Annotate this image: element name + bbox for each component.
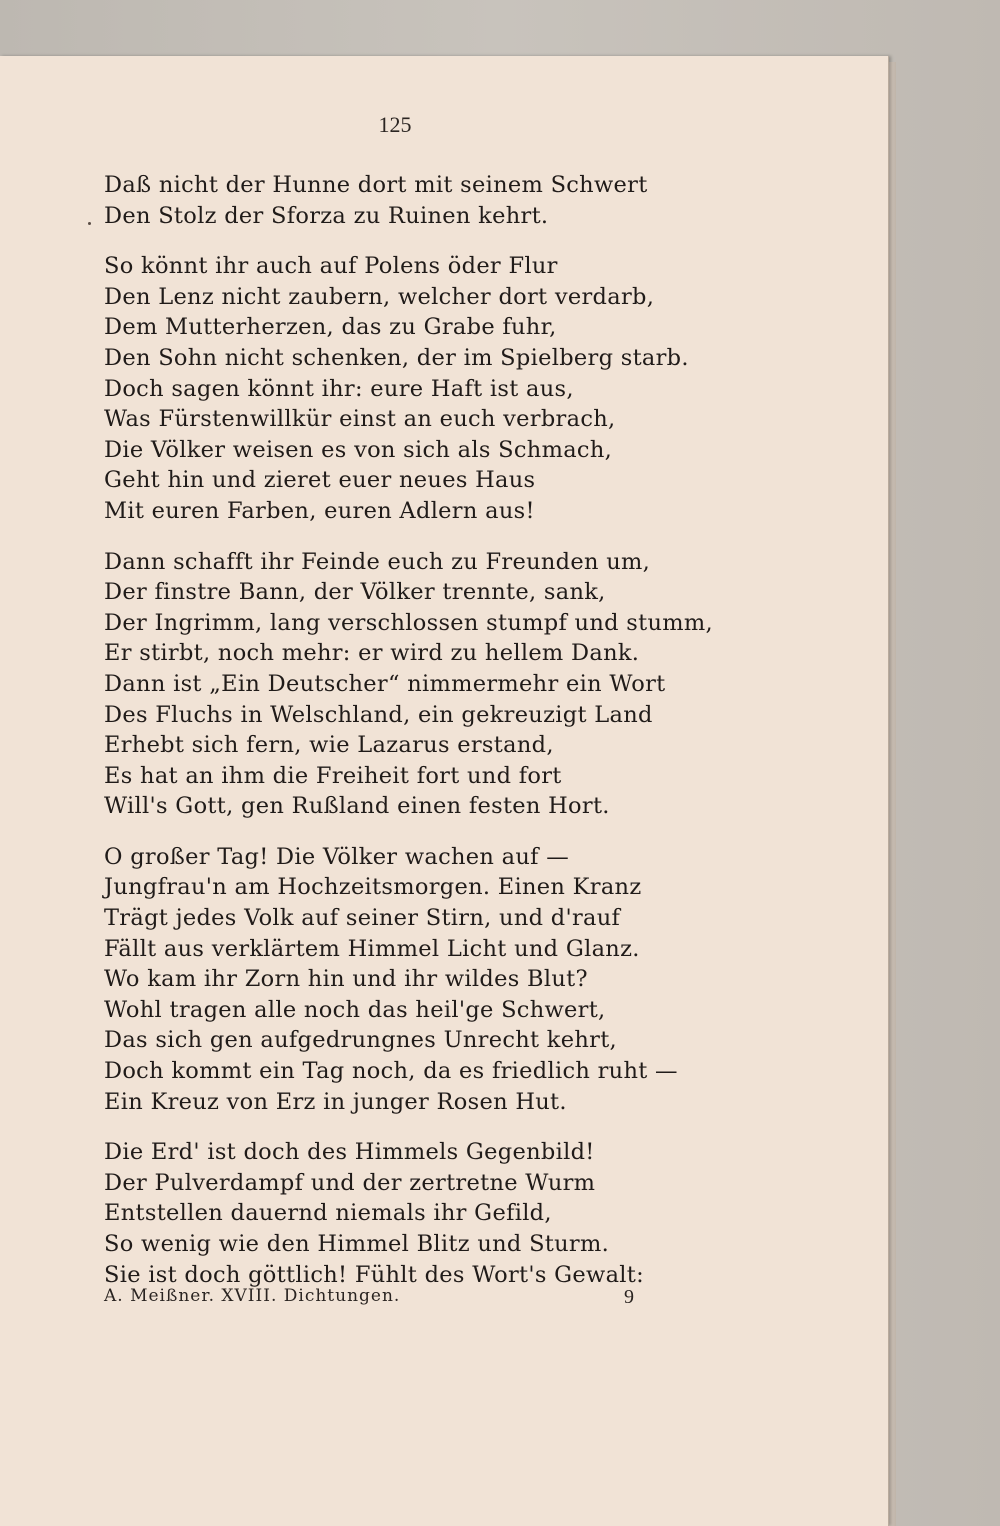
verse-line: Will's Gott, gen Rußland einen festen Hort. <box>104 793 610 820</box>
verse-line: Entstellen dauernd niemals ihr Gefild, <box>104 1200 552 1227</box>
verse-line: So könnt ihr auch auf Polens öder Flur <box>104 253 558 280</box>
verse-line: Den Stolz der Sforza zu Ruinen kehrt. <box>104 202 549 229</box>
verse-line: O großer Tag! Die Völker wachen auf — <box>104 843 570 870</box>
verse-line: Sie ist doch göttlich! Fühlt des Wort's Gewalt: <box>104 1261 645 1288</box>
verse-line: Daß nicht der Hunne dort mit seinem Schwert <box>104 172 648 198</box>
stanza <box>104 842 744 1117</box>
verse-line: Das sich gen aufgedrungnes Unrecht kehrt, <box>104 1027 618 1054</box>
poem-text <box>104 170 744 1310</box>
page-edge <box>888 62 896 1526</box>
verse-line: Er stirbt, noch mehr: er wird zu hellem Dank. <box>104 640 640 667</box>
verse-line: Wohl tragen alle noch das heil'ge Schwert, <box>104 996 606 1023</box>
page-number: 125 <box>378 112 412 137</box>
verse-line: Jungfrau'n am Hochzeitsmorgen. Einen Kranz <box>104 874 642 901</box>
verse-line: So wenig wie den Himmel Blitz und Sturm. <box>104 1231 610 1257</box>
verse-line: Erhebt sich fern, wie Lazarus erstand, <box>104 732 554 759</box>
verse-line: Dem Mutterherzen, das zu Grabe fuhr, <box>104 314 557 341</box>
verse-line: Fällt aus verklärtem Himmel Licht und Glanz. <box>104 935 640 962</box>
stanza <box>104 251 744 526</box>
verse-line: Der Ingrimm, lang verschlossen stumpf und stumm, <box>104 609 713 636</box>
verse-line: Der Pulverdampf und der zertretne Wurm <box>104 1169 596 1196</box>
verse-line: Die Erd' ist doch des Himmels Gegenbild! <box>104 1139 595 1166</box>
verse-line: Die Völker weisen es von sich als Schmach, <box>104 436 613 463</box>
verse-line: Wo kam ihr Zorn hin und ihr wildes Blut? <box>104 966 588 993</box>
verse-line: Dann schafft ihr Feinde euch zu Freunden um, <box>104 548 651 575</box>
stanza <box>104 1137 744 1290</box>
verse-line: Doch sagen könnt ihr: eure Haft ist aus, <box>104 375 574 402</box>
verse-line: Was Fürstenwillkür einst an euch verbrach, <box>104 406 616 433</box>
verse-line: Des Fluchs in Welschland, ein gekreuzigt Land <box>104 701 653 728</box>
verse-line: Ein Kreuz von Erz in junger Rosen Hut. <box>104 1088 567 1115</box>
page-footer <box>104 1286 664 1314</box>
verse-line: Mit euren Farben, euren Adlern aus! <box>104 497 535 524</box>
verse-line: Doch kommt ein Tag noch, da es friedlich ruht — <box>104 1058 678 1085</box>
stanza <box>104 170 744 231</box>
verse-line: Den Lenz nicht zaubern, welcher dort verdarb, <box>104 283 655 310</box>
sheet-number: 9 <box>624 1286 634 1308</box>
stanza <box>104 547 744 822</box>
verse-line: Geht hin und zieret euer neues Haus <box>104 467 536 494</box>
verse-line: Der finstre Bann, der Völker trennte, sank, <box>104 579 606 606</box>
verse-line: Trägt jedes Volk auf seiner Stirn, und d'rauf <box>104 905 621 932</box>
verse-line: Dann ist „Ein Deutscher“ nimmermehr ein Wort <box>104 670 666 697</box>
verse-line: Es hat an ihm die Freiheit fort und fort <box>104 762 562 789</box>
margin-mark <box>88 222 91 225</box>
verse-line: Den Sohn nicht schenken, der im Spielberg starb. <box>104 344 689 371</box>
signature-mark: A. Meißner. XVIII. Dichtungen. <box>104 1286 401 1306</box>
